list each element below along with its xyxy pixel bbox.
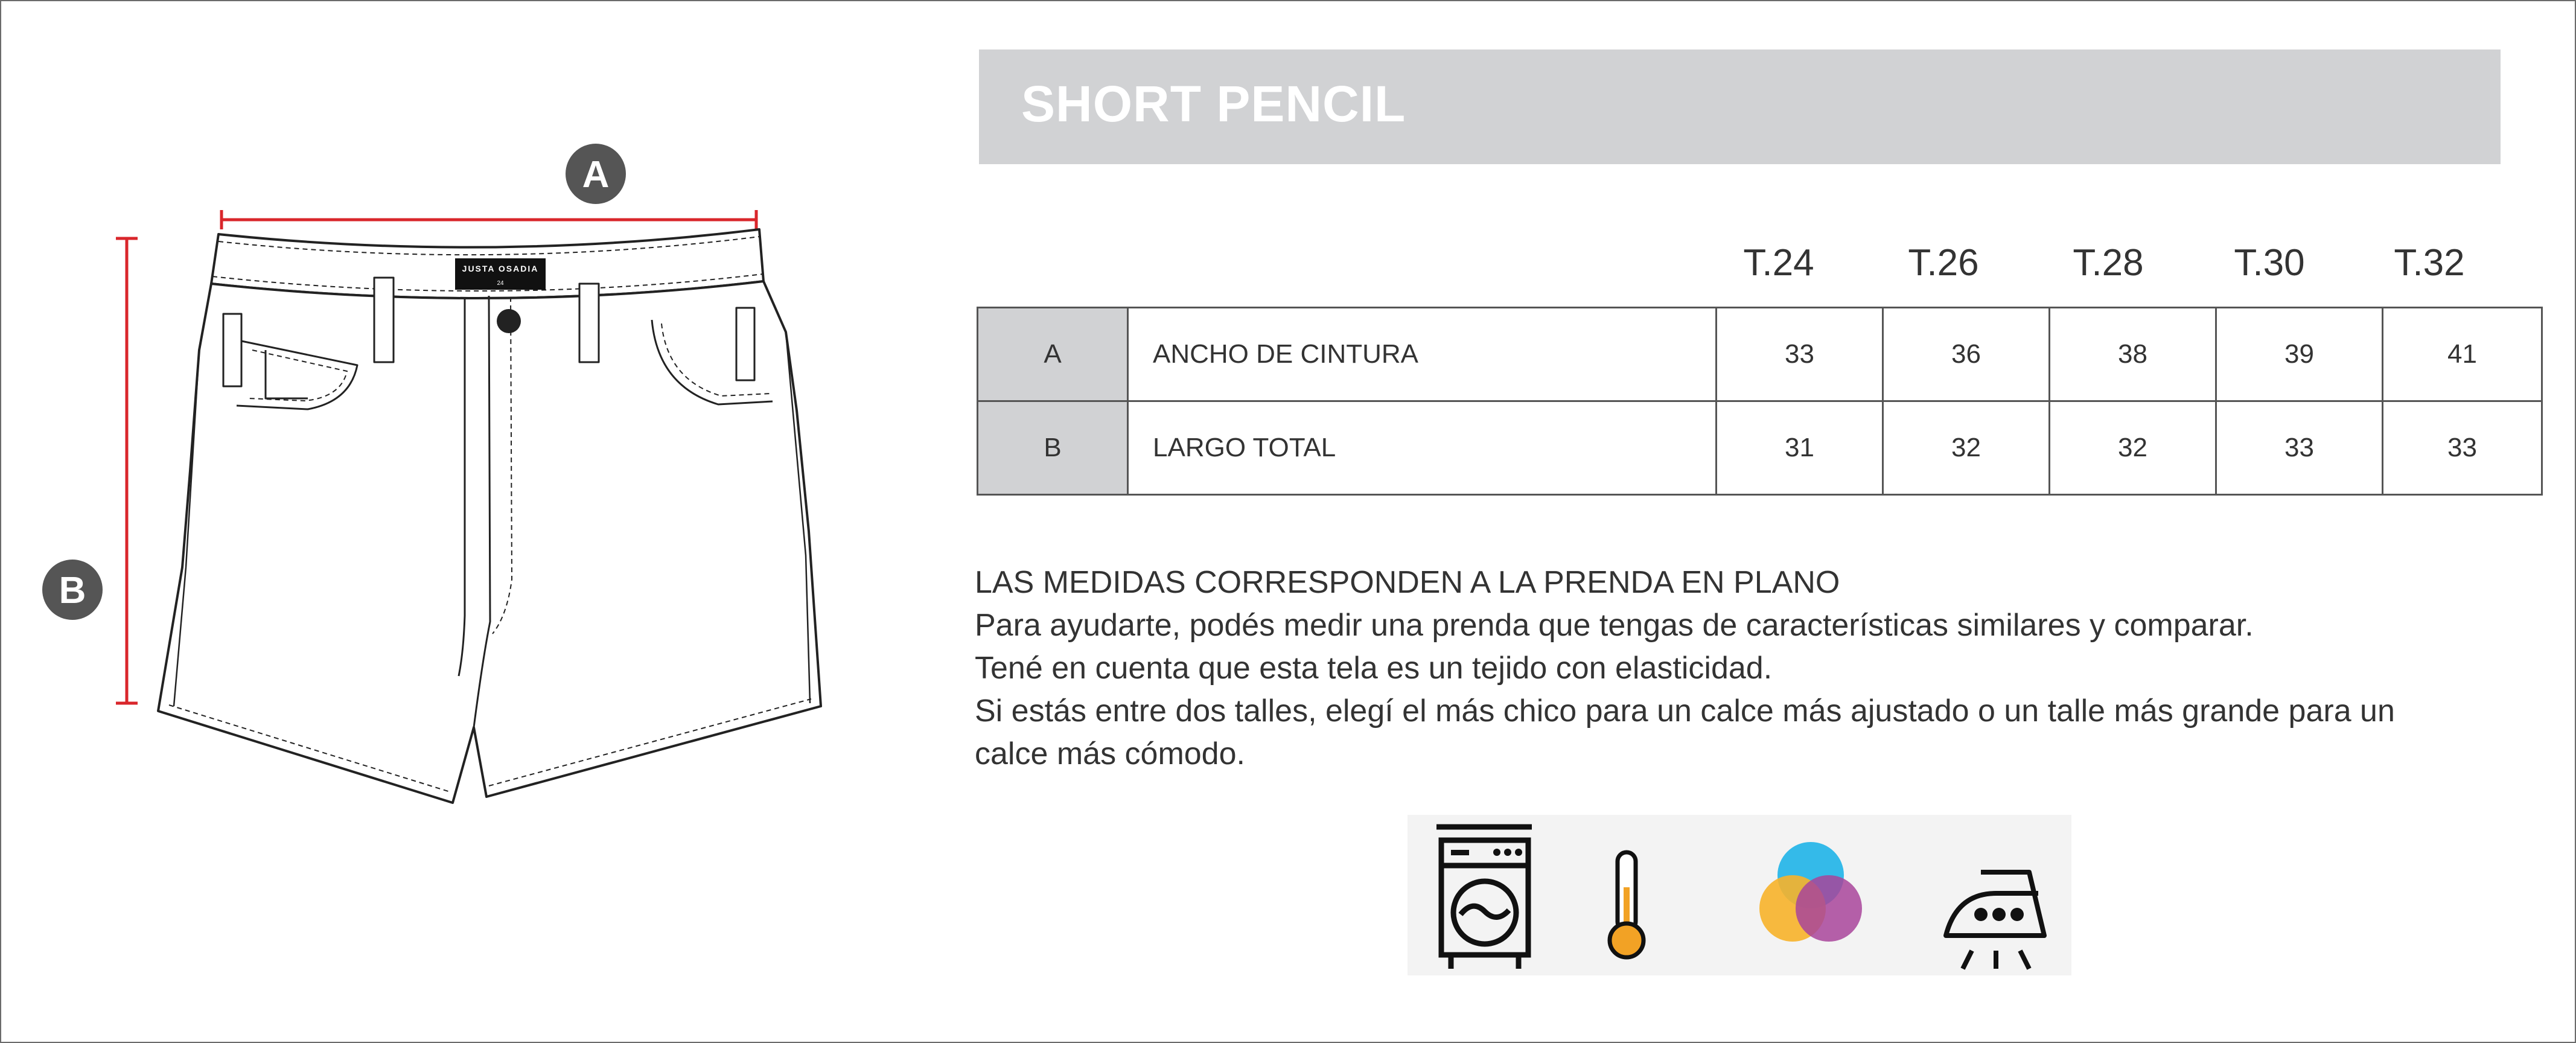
table-cell: 33 xyxy=(1717,308,1883,401)
note-line: Tené en cuenta que esta tela es un tejido con elasticidad. xyxy=(975,651,1773,686)
brand-patch-text: JUSTA OSADIA xyxy=(462,264,539,273)
note-line: calce más cómodo. xyxy=(975,736,1245,771)
measurement-notes xyxy=(975,561,2423,776)
measure-line-a xyxy=(222,210,756,229)
shorts-drawing xyxy=(24,133,857,821)
product-title: SHORT PENCIL xyxy=(1021,75,1406,132)
marker-a-text: A xyxy=(582,154,610,196)
marker-b-text: B xyxy=(59,570,86,611)
row-code: A xyxy=(978,308,1128,401)
color-mixing-icon xyxy=(1745,815,1878,975)
shorts-button xyxy=(497,309,521,333)
row-code: B xyxy=(978,401,1128,495)
measure-line-b xyxy=(116,238,138,703)
brand-patch-size: 24 xyxy=(497,280,504,287)
table-cell: 36 xyxy=(1883,308,2050,401)
size-table xyxy=(977,307,2543,496)
row-label: LARGO TOTAL xyxy=(1128,401,1717,495)
size-header-t30: T.30 xyxy=(2234,242,2305,284)
size-header-t28: T.28 xyxy=(2073,242,2144,284)
table-cell: 33 xyxy=(2216,401,2383,495)
size-header-t24: T.24 xyxy=(1743,242,1814,284)
table-cell: 41 xyxy=(2383,308,2542,401)
iron-icon xyxy=(1939,815,2059,975)
table-cell: 38 xyxy=(2050,308,2216,401)
washing-machine-icon xyxy=(1424,815,1545,975)
note-line: Para ayudarte, podés medir una prenda que tengas de características similares y comparar. xyxy=(975,608,2254,643)
table-cell: 32 xyxy=(2050,401,2216,495)
table-cell: 39 xyxy=(2216,308,2383,401)
table-row xyxy=(978,401,2542,495)
care-icons-panel xyxy=(1408,815,2071,975)
table-cell: 32 xyxy=(1883,401,2050,495)
table-cell: 33 xyxy=(2383,401,2542,495)
table-row xyxy=(978,308,2542,401)
note-heading: LAS MEDIDAS CORRESPONDEN A LA PRENDA EN PLANO xyxy=(975,565,1840,600)
table-cell: 31 xyxy=(1717,401,1883,495)
size-header-t32: T.32 xyxy=(2394,242,2465,284)
size-header-t26: T.26 xyxy=(1908,242,1979,284)
note-line: Si estás entre dos talles, elegí el más chico para un calce más ajustado o un talle más grande para un xyxy=(975,694,2395,729)
row-label: ANCHO DE CINTURA xyxy=(1128,308,1717,401)
title-bar xyxy=(979,49,2501,164)
shorts-outline xyxy=(158,229,821,803)
thermometer-icon xyxy=(1599,815,1654,975)
